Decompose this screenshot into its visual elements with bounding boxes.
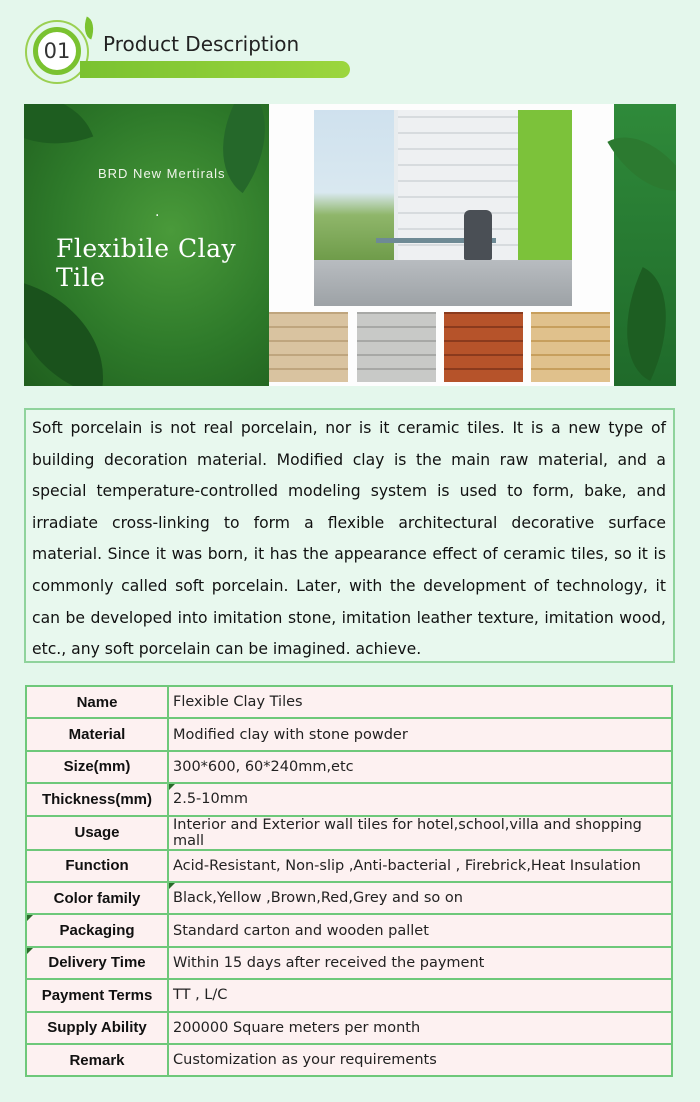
spec-key: Function [26, 850, 168, 882]
spec-value: Modified clay with stone powder [168, 718, 672, 750]
spec-key: Material [26, 718, 168, 750]
table-row [26, 751, 672, 783]
room-floor [314, 260, 572, 306]
spec-key: Payment Terms [26, 979, 168, 1011]
spec-table [25, 685, 673, 1077]
spec-key: Usage [26, 816, 168, 850]
banner-right-edge [614, 104, 676, 386]
spec-key: Supply Ability [26, 1012, 168, 1044]
cell-corner-mark [169, 784, 175, 790]
tile-swatch-red [444, 312, 523, 382]
cell-corner-mark [27, 915, 33, 921]
table-row [26, 816, 672, 850]
section-header [0, 0, 700, 95]
cell-corner-mark [27, 948, 33, 954]
spec-value: 300*600, 60*240mm,etc [168, 751, 672, 783]
table-row [26, 914, 672, 946]
header-bar [80, 61, 350, 78]
banner-image-panel [269, 104, 614, 386]
spec-value: Flexible Clay Tiles [168, 686, 672, 718]
tile-swatch-yellow [531, 312, 610, 382]
spec-value: Within 15 days after received the payment [168, 947, 672, 979]
room-photo [314, 110, 572, 306]
spec-value: Interior and Exterior wall tiles for hotel,school,villa and shopping mall [168, 816, 672, 850]
section-number-badge: 01 [33, 27, 81, 75]
chair [464, 210, 492, 260]
spec-value: TT , L/C [168, 979, 672, 1011]
spec-key: Name [26, 686, 168, 718]
table-row [26, 718, 672, 750]
table-row [26, 783, 672, 815]
spec-key: Thickness(mm) [26, 783, 168, 815]
banner-product-title: Flexibile Clay Tile [56, 234, 237, 292]
spec-key: Packaging [26, 914, 168, 946]
cell-corner-mark [169, 883, 175, 889]
banner-brand-text: BRD New Mertirals [98, 166, 226, 181]
table-row [26, 979, 672, 1011]
spec-value: Customization as your requirements [168, 1044, 672, 1076]
description-text: Soft porcelain is not real porcelain, nor is it ceramic tiles. It is a new type of building decoration material. Modified clay is the main raw material, and a special temperature-controlled modeling system is used to form, bake, and irradiate cross-linking to form a flexible architectural decorative surface material. Since it was born, it has the appearance effect of ceramic tiles, so it is commonly called soft porcelain. Later, with the development of technology, it can be developed into imitation stone, imitation leather texture, imitation wood, etc., any soft porcelain can be imagined. achieve. [32, 419, 666, 659]
spec-value: 200000 Square meters per month [168, 1012, 672, 1044]
table-row [26, 1044, 672, 1076]
leaf-decoration [24, 281, 124, 386]
room-green-wall [518, 110, 572, 270]
table-row [26, 882, 672, 914]
table-row [26, 947, 672, 979]
spec-key: Color family [26, 882, 168, 914]
spec-value: Acid-Resistant, Non-slip ,Anti-bacterial , Firebrick,Heat Insulation [168, 850, 672, 882]
description-box [24, 408, 675, 663]
banner-left-panel [24, 104, 269, 386]
product-banner [24, 104, 676, 386]
spec-key: Remark [26, 1044, 168, 1076]
table-row [26, 850, 672, 882]
table-row [26, 1012, 672, 1044]
section-title: Product Description [103, 32, 300, 56]
leaf-decoration [24, 104, 93, 167]
table-row [26, 686, 672, 718]
tile-swatch-grey [357, 312, 436, 382]
spec-value: 2.5-10mm [168, 783, 672, 815]
spec-value: Black,Yellow ,Brown,Red,Grey and so on [168, 882, 672, 914]
spec-value: Standard carton and wooden pallet [168, 914, 672, 946]
spec-key: Size(mm) [26, 751, 168, 783]
spec-key: Delivery Time [26, 947, 168, 979]
leaf-decoration [607, 117, 676, 211]
tile-swatch-beige [269, 312, 348, 382]
banner-dot: . [155, 204, 160, 220]
